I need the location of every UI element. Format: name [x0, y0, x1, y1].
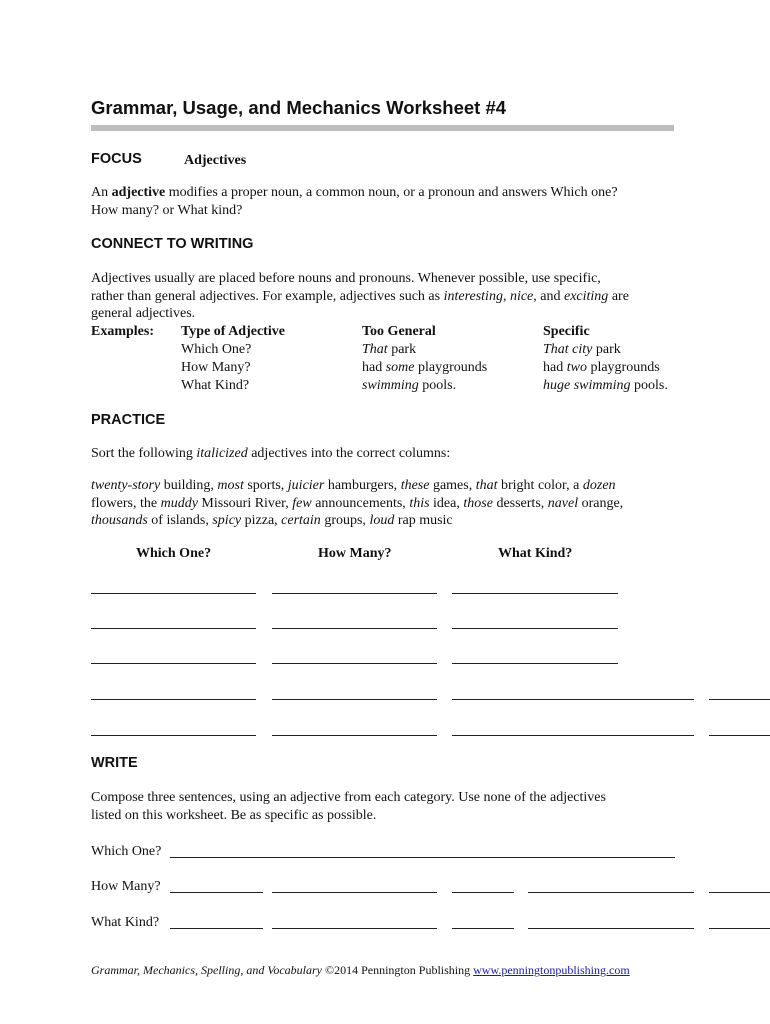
page-title: Grammar, Usage, and Mechanics Worksheet #4 — [91, 97, 507, 118]
sentence-line-what-kind[interactable] — [528, 928, 694, 929]
answer-line-which-one[interactable] — [91, 699, 256, 700]
prompt-what-kind: What Kind? — [91, 915, 160, 930]
word-list-line-2: flowers, the muddy Missouri River, few announcements, this idea, those desserts, navel orange, — [91, 496, 624, 511]
examples-header-row — [0, 323, 770, 341]
example-row: Which One? That park That city park — [181, 342, 621, 357]
answer-line-how-many[interactable] — [272, 699, 437, 700]
sentence-line-what-kind[interactable] — [709, 928, 770, 929]
sentence-line-how-many[interactable] — [709, 892, 770, 893]
footer-copyright: ©2014 Pennington Publishing — [321, 963, 474, 977]
sentence-line-what-kind[interactable] — [170, 928, 263, 929]
col-header-type: Type of Adjective — [181, 324, 285, 339]
col-header-specific: Specific — [543, 324, 590, 339]
answer-line-which-one[interactable] — [91, 663, 256, 664]
practice-instructions: Sort the following italicized adjectives into the correct columns: — [91, 446, 451, 461]
term-adjective: adjective — [111, 185, 166, 200]
practice-heading: PRACTICE — [91, 412, 166, 428]
focus-label: FOCUS — [91, 151, 142, 167]
answer-line-what-kind[interactable] — [452, 735, 694, 736]
prompt-how-many: How Many? — [91, 879, 161, 894]
sentence-line-which-one[interactable] — [170, 857, 675, 858]
answer-line-which-one[interactable] — [91, 628, 256, 629]
column-how-many: How Many? — [318, 546, 392, 561]
answer-line-which-one[interactable] — [91, 593, 256, 594]
sentence-line-what-kind[interactable] — [452, 928, 514, 929]
answer-line-which-one[interactable] — [91, 735, 256, 736]
answer-line-how-many[interactable] — [272, 593, 437, 594]
sentence-line-what-kind[interactable] — [272, 928, 437, 929]
intro-line-1: An adjective modifies a proper noun, a common noun, or a pronoun and answers Which one? — [91, 185, 618, 200]
connect-line-2: rather than general adjectives. For example, adjectives such as interesting, nice, and exciting are — [91, 289, 629, 304]
example-row: What Kind? swimming pools. huge swimming pools. — [181, 378, 668, 393]
prompt-which-one: Which One? — [91, 844, 162, 859]
answer-line-how-many[interactable] — [272, 735, 437, 736]
answer-line-what-kind[interactable] — [452, 699, 694, 700]
sentence-line-how-many[interactable] — [170, 892, 263, 893]
examples-label: Examples: — [91, 324, 154, 339]
sentence-line-how-many[interactable] — [272, 892, 437, 893]
write-heading: WRITE — [91, 755, 138, 771]
connect-line-3: general adjectives. — [91, 306, 196, 321]
focus-topic: Adjectives — [184, 153, 247, 168]
write-instructions-line-1: Compose three sentences, using an adjective from each category. Use none of the adjectives — [91, 790, 606, 805]
footer-website-link[interactable]: www.penningtonpublishing.com — [473, 963, 630, 977]
connect-heading: CONNECT TO WRITING — [91, 236, 254, 252]
sentence-line-how-many[interactable] — [452, 892, 514, 893]
answer-line-what-kind[interactable] — [452, 663, 618, 664]
column-which-one: Which One? — [136, 546, 212, 561]
write-instructions-line-2: listed on this worksheet. Be as specific as possible. — [91, 808, 377, 823]
answer-line-what-kind[interactable] — [452, 593, 618, 594]
answer-line-what-kind[interactable] — [452, 628, 618, 629]
intro-line-2: How many? or What kind? — [91, 203, 243, 218]
column-what-kind: What Kind? — [498, 546, 573, 561]
answer-line-extra[interactable] — [709, 735, 770, 736]
sentence-line-how-many[interactable] — [528, 892, 694, 893]
answer-line-how-many[interactable] — [272, 663, 437, 664]
answer-line-how-many[interactable] — [272, 628, 437, 629]
word-list-line-3: thousands of islands, spicy pizza, certain groups, loud rap music — [91, 513, 453, 528]
connect-line-1: Adjectives usually are placed before nouns and pronouns. Whenever possible, use specific, — [91, 271, 601, 286]
footer — [91, 963, 630, 978]
footer-book-title: Grammar, Mechanics, Spelling, and Vocabulary — [91, 963, 322, 977]
col-header-general: Too General — [362, 324, 436, 339]
word-list-line-1: twenty-story building, most sports, juicier hamburgers, these games, that bright color, a dozen — [91, 478, 616, 493]
example-row: How Many? had some playgrounds had two playgrounds — [181, 360, 660, 375]
answer-line-extra[interactable] — [709, 699, 770, 700]
title-rule — [91, 125, 674, 131]
